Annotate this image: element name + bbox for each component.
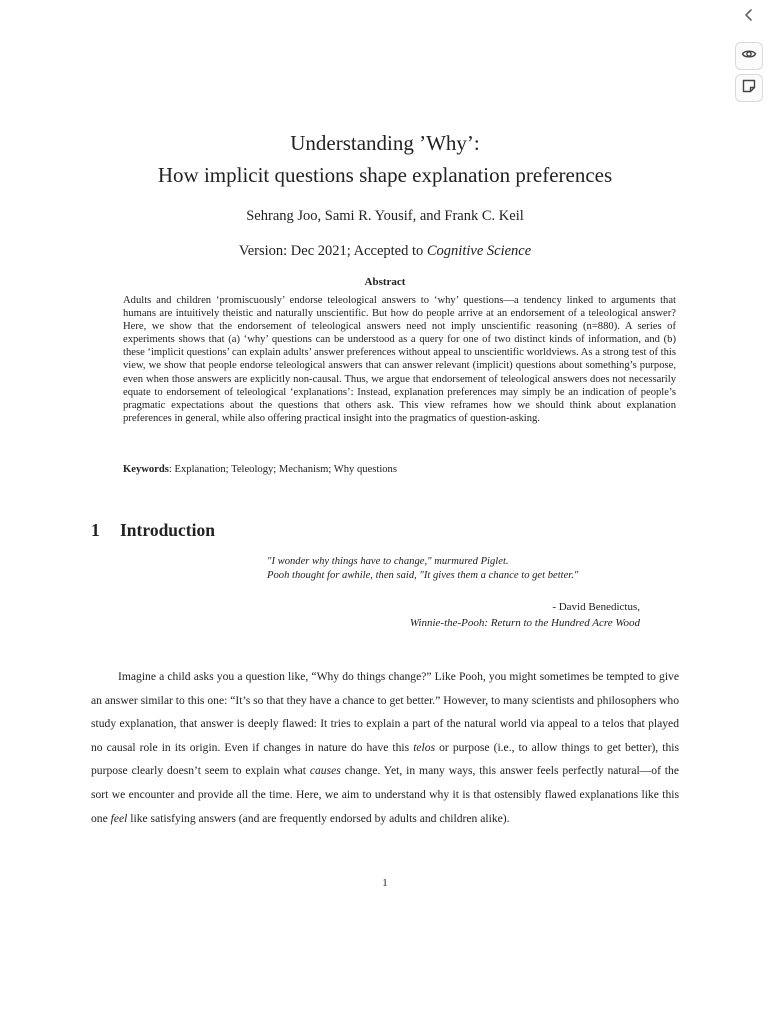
paragraph (91, 665, 679, 830)
epigraph-quote (267, 555, 578, 583)
emphasis-text: feel (110, 811, 128, 825)
paragraph-text: or purpose (i.e., to allow things to get better), this purpose clearly doesn’t seem to explain what (91, 740, 679, 778)
keywords-label: Keywords (123, 464, 169, 475)
eye-icon (741, 46, 757, 66)
paragraph-text: change. Yet, in many ways, this answer feels perfectly natural—of the sort we encounter and provide all the time. Here, we aim to understand why it is that ostensibly flawed explanations like this one (91, 764, 679, 825)
title-line-1: Understanding ’Why’: (290, 131, 480, 155)
paragraph-text: like satisfying answers (and are frequently endorsed by adults and children alike). (127, 811, 510, 825)
paragraph-text: Imagine a child asks you a question like, “Why do things change?” Like Pooh, you might sometimes be tempted to give an answer similar to this one: “It’s so that they have a chance to get better.” However, to many scientists and philosophers who study explanation, that answer is deeply flawed: It tries to explain a part of the natural world via appeal to a telos that played no causal role in its origin. Even if changes in nature do have this (91, 670, 679, 754)
page-number: 1 (382, 877, 388, 889)
quote-line-2: Pooh thought for awhile, then said, "It gives them a chance to get better." (267, 570, 579, 581)
section-heading (91, 520, 215, 541)
keywords-line (123, 464, 397, 475)
section-number: 1 (91, 520, 100, 540)
author-list: Sehrang Joo, Sami R. Yousif, and Frank C. Keil (246, 208, 524, 224)
intro-paragraph (91, 665, 679, 830)
epigraph-attribution (220, 600, 640, 631)
keywords-list: : Explanation; Teleology; Mechanism; Why questions (168, 464, 397, 475)
notes-button[interactable] (735, 74, 763, 102)
attribution-work: Winnie-the-Pooh: Return to the Hundred Acre Wood (409, 616, 640, 629)
quote-line-1: "I wonder why things have to change," murmured Piglet. (267, 556, 509, 567)
abstract-heading: Abstract (364, 276, 406, 288)
emphasis-text: causes (309, 764, 341, 778)
journal-name: Cognitive Science (426, 243, 532, 259)
title-line-2: How implicit questions shape explanation preferences (157, 163, 613, 187)
abstract-text: Adults and children ‘promiscuously’ endorse teleological answers to ‘why’ questions—a tendency linked to arguments that humans are intuitively theistic and naturally unscientific. But how do people arrive at an endorsement of a teleological answer? Here, we show that the endorsement of teleological answers need not imply unscientific reasoning (n=880). A series of experiments shows that (a) ‘why’ questions can be understood as a query for one of two distinct kinds of information, and (b) these ‘implicit questions’ can explain adults’ answer preferences without appeal to unscientific worldviews. As a strong test of this view, we show that people endorse teleological answers that can answer relevant (implicit) questions about something’s purpose, even when those answers are explicitly non-causal. Thus, we argue that endorsement of teleological answers does not necessarily equate to endorsement of teleological ‘explanations’: Instead, explanation preferences may simply be an indication of people’s pragmatic expectations about the questions that others ask. This view reframes how we should think about explanation preferences in general, while also offering practical insight into the pragmatics of question-asking. (123, 295, 676, 424)
version-prefix: Version: Dec 2021; Accepted to (238, 243, 427, 259)
paper-title (0, 127, 768, 191)
sticky-note-icon (741, 78, 757, 98)
emphasis-text: telos (413, 740, 436, 754)
collapse-panel-button[interactable] (735, 2, 763, 30)
section-title: Introduction (120, 520, 215, 540)
side-toolbar (732, 0, 768, 1024)
view-button[interactable] (735, 42, 763, 70)
chevron-left-icon (742, 7, 756, 26)
version-line (0, 243, 768, 260)
attribution-author: - David Benedictus, (552, 601, 640, 613)
